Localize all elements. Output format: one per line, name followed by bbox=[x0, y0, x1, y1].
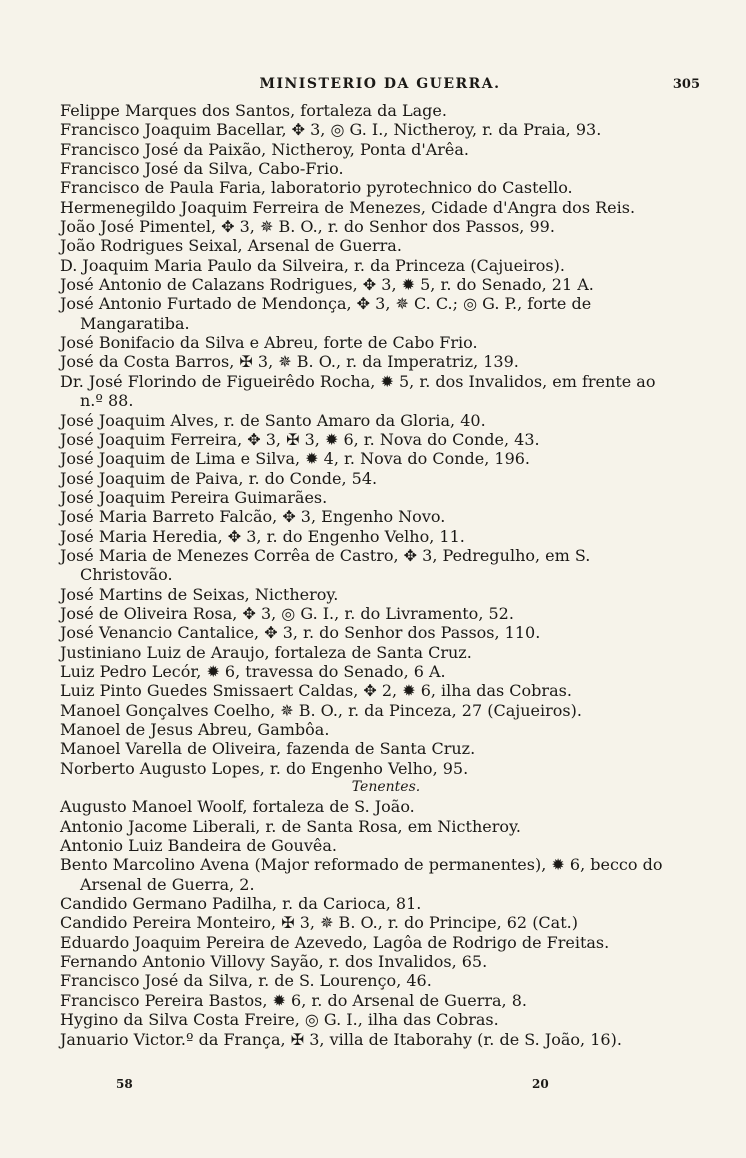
running-title: MINISTERIO DA GUERRA. bbox=[259, 76, 501, 92]
list-entry: José Antonio Furtado de Mendonça, ✥ 3, ✵ C. C.; ◎ G. P., forte de Mangaratiba. bbox=[60, 294, 592, 333]
list-entry: José Joaquim de Paiva, r. do Conde, 54. bbox=[60, 468, 378, 488]
list-entry: José Maria Barreto Falcão, ✥ 3, Engenho Novo. bbox=[60, 507, 446, 527]
list-entry: José Bonifacio da Silva e Abreu, forte de Cabo Frio. bbox=[60, 333, 478, 353]
list-entry: Manoel Varella de Oliveira, fazenda de Santa Cruz. bbox=[60, 739, 476, 759]
list-entry: Eduardo Joaquim Pereira de Azevedo, Lagôa de Rodrigo de Freitas. bbox=[60, 932, 610, 952]
list-entry: Francisco Joaquim Bacellar, ✥ 3, ◎ G. I., Nictheroy, r. da Praia, 93. bbox=[60, 120, 602, 140]
page-footer bbox=[60, 1077, 672, 1097]
list-entry: Candido Pereira Monteiro, ✠ 3, ✵ B. O., r. do Principe, 62 (Cat.) bbox=[60, 913, 578, 933]
list-entry: Hygino da Silva Costa Freire, ◎ G. I., ilha das Cobras. bbox=[60, 1010, 499, 1030]
list-entry: Francisco de Paula Faria, laboratorio pyrotechnico do Castello. bbox=[60, 178, 573, 198]
list-entry: José Maria Heredia, ✥ 3, r. do Engenho Velho, 11. bbox=[60, 526, 465, 546]
section-heading-tenentes: Tenentes. bbox=[351, 779, 421, 796]
list-entry: José Venancio Cantalice, ✥ 3, r. do Senhor dos Passos, 110. bbox=[60, 623, 541, 643]
list-entry: Francisco José da Silva, Cabo-Frio. bbox=[60, 159, 344, 179]
list-entry: José Antonio de Calazans Rodrigues, ✥ 3, ✹ 5, r. do Senado, 21 A. bbox=[60, 275, 594, 295]
list-entry: João Rodrigues Seixal, Arsenal de Guerra. bbox=[60, 236, 402, 256]
list-entry: Hermenegildo Joaquim Ferreira de Menezes, Cidade d'Angra dos Reis. bbox=[60, 197, 636, 217]
list-entry: José da Costa Barros, ✠ 3, ✵ B. O., r. da Imperatriz, 139. bbox=[60, 352, 519, 372]
list-entry: Candido Germano Padilha, r. da Carioca, 81. bbox=[60, 894, 422, 914]
list-entry: Luiz Pinto Guedes Smissaert Caldas, ✥ 2, ✹ 6, ilha das Cobras. bbox=[60, 681, 572, 701]
list-entry: Augusto Manoel Woolf, fortaleza de S. João. bbox=[60, 797, 415, 817]
list-entry: José de Oliveira Rosa, ✥ 3, ◎ G. I., r. do Livramento, 52. bbox=[60, 603, 514, 623]
list-entry: Francisco José da Paixão, Nictheroy, Ponta d'Arêa. bbox=[60, 139, 470, 159]
list-entry: Luiz Pedro Lecór, ✹ 6, travessa do Senado, 6 A. bbox=[60, 661, 446, 681]
list-entry: João José Pimentel, ✥ 3, ✵ B. O., r. do Senhor dos Passos, 99. bbox=[60, 217, 555, 237]
list-entry: José Martins de Seixas, Nictheroy. bbox=[60, 584, 339, 604]
list-entry: José Joaquim Alves, r. de Santo Amaro da Gloria, 40. bbox=[60, 410, 486, 430]
list-entry: D. Joaquim Maria Paulo da Silveira, r. da Princeza (Cajueiros). bbox=[60, 255, 565, 275]
page-header bbox=[60, 76, 700, 100]
signature-mark: 58 bbox=[116, 1077, 133, 1091]
list-entry: Antonio Luiz Bandeira de Gouvêa. bbox=[60, 836, 337, 856]
list-entry: José Maria de Menezes Corrêa de Castro, ✥ 3, Pedregulho, em S. Christovão. bbox=[60, 545, 591, 585]
list-entry: Dr. José Florindo de Figueirêdo Rocha, ✹ 5, r. dos Invalidos, em frente ao n.º 88. bbox=[60, 371, 656, 411]
list-entry: Manoel de Jesus Abreu, Gambôa. bbox=[60, 720, 330, 739]
list-entry: José Joaquim Ferreira, ✥ 3, ✠ 3, ✹ 6, r. Nova do Conde, 43. bbox=[60, 429, 540, 449]
list-entry: Bento Marcolino Avena (Major reformado de permanentes), ✹ 6, becco do Arsenal de Guerra, 2. bbox=[60, 855, 663, 894]
officer-list bbox=[60, 101, 672, 1049]
folio-number: 20 bbox=[532, 1077, 549, 1091]
list-entry: Francisco Pereira Bastos, ✹ 6, r. do Arsenal de Guerra, 8. bbox=[60, 990, 527, 1010]
list-entry: José Joaquim de Lima e Silva, ✹ 4, r. Nova do Conde, 196. bbox=[60, 449, 531, 469]
list-entry: José Joaquim Pereira Guimarães. bbox=[60, 487, 328, 507]
list-entry: Felippe Marques dos Santos, fortaleza da Lage. bbox=[60, 101, 447, 120]
list-entry: Januario Victor.º da França, ✠ 3, villa de Itaborahy (r. de S. João, 16). bbox=[60, 1029, 622, 1049]
list-entry: Fernando Antonio Villovy Sayão, r. dos Invalidos, 65. bbox=[60, 952, 488, 972]
list-entry: Francisco José da Silva, r. de S. Lourenço, 46. bbox=[60, 971, 432, 991]
page-number: 305 bbox=[672, 77, 700, 92]
list-entry: Antonio Jacome Liberali, r. de Santa Rosa, em Nictheroy. bbox=[60, 816, 521, 836]
list-entry: Norberto Augusto Lopes, r. do Engenho Velho, 95. bbox=[60, 758, 469, 778]
list-entry: Manoel Gonçalves Coelho, ✵ B. O., r. da Pinceza, 27 (Cajueiros). bbox=[60, 700, 582, 720]
list-entry: Justiniano Luiz de Araujo, fortaleza de Santa Cruz. bbox=[60, 642, 472, 662]
